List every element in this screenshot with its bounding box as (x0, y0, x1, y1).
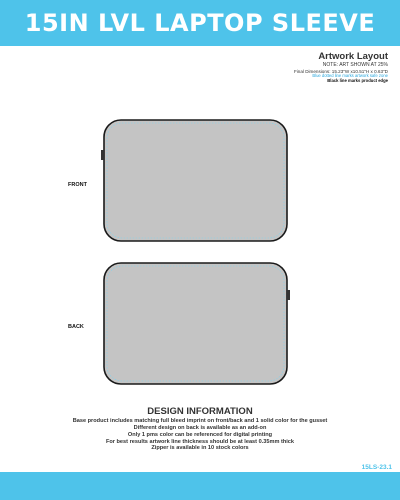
page-title: 15IN LVL LAPTOP SLEEVE (24, 9, 376, 37)
front-zipper-pull (101, 150, 104, 160)
front-label: FRONT (68, 182, 87, 188)
final-dimensions: Final Dimensions: 15.23"W x10.51"H x 0.63"D (293, 68, 388, 74)
design-info-line: Only 1 pms color can be referenced for digital printing (127, 431, 273, 438)
design-info-line: Different design on back is available as an add-on (133, 425, 267, 432)
safe-zone-note: Blue dotted line marks artwork safe zone (312, 72, 388, 78)
front-sleeve (101, 120, 287, 241)
design-info-line: For best results artwork line thickness should be at least 0.35mm thick (105, 438, 295, 445)
design-info-line: Base product includes matching full bleed imprint on front/back and 1 solid color for the gusset (72, 418, 328, 425)
artwork-layout-heading: Artwork Layout (318, 51, 388, 62)
footer-band (0, 472, 400, 500)
back-label: BACK (68, 324, 84, 330)
design-info-line: Zipper is available in 10 stock colors (151, 445, 249, 452)
back-zipper-pull (287, 290, 290, 300)
product-edge-note: Black line marks product edge (327, 77, 388, 83)
design-info-heading: DESIGN INFORMATION (147, 406, 253, 417)
front-sleeve-body (104, 120, 287, 241)
design-information (0, 406, 400, 452)
back-sleeve-body (104, 263, 287, 384)
part-code: 15LS-23.1 (361, 464, 392, 471)
back-sleeve (104, 263, 290, 384)
art-scale-note: NOTE: ART SHOWN AT 25% (322, 61, 388, 68)
